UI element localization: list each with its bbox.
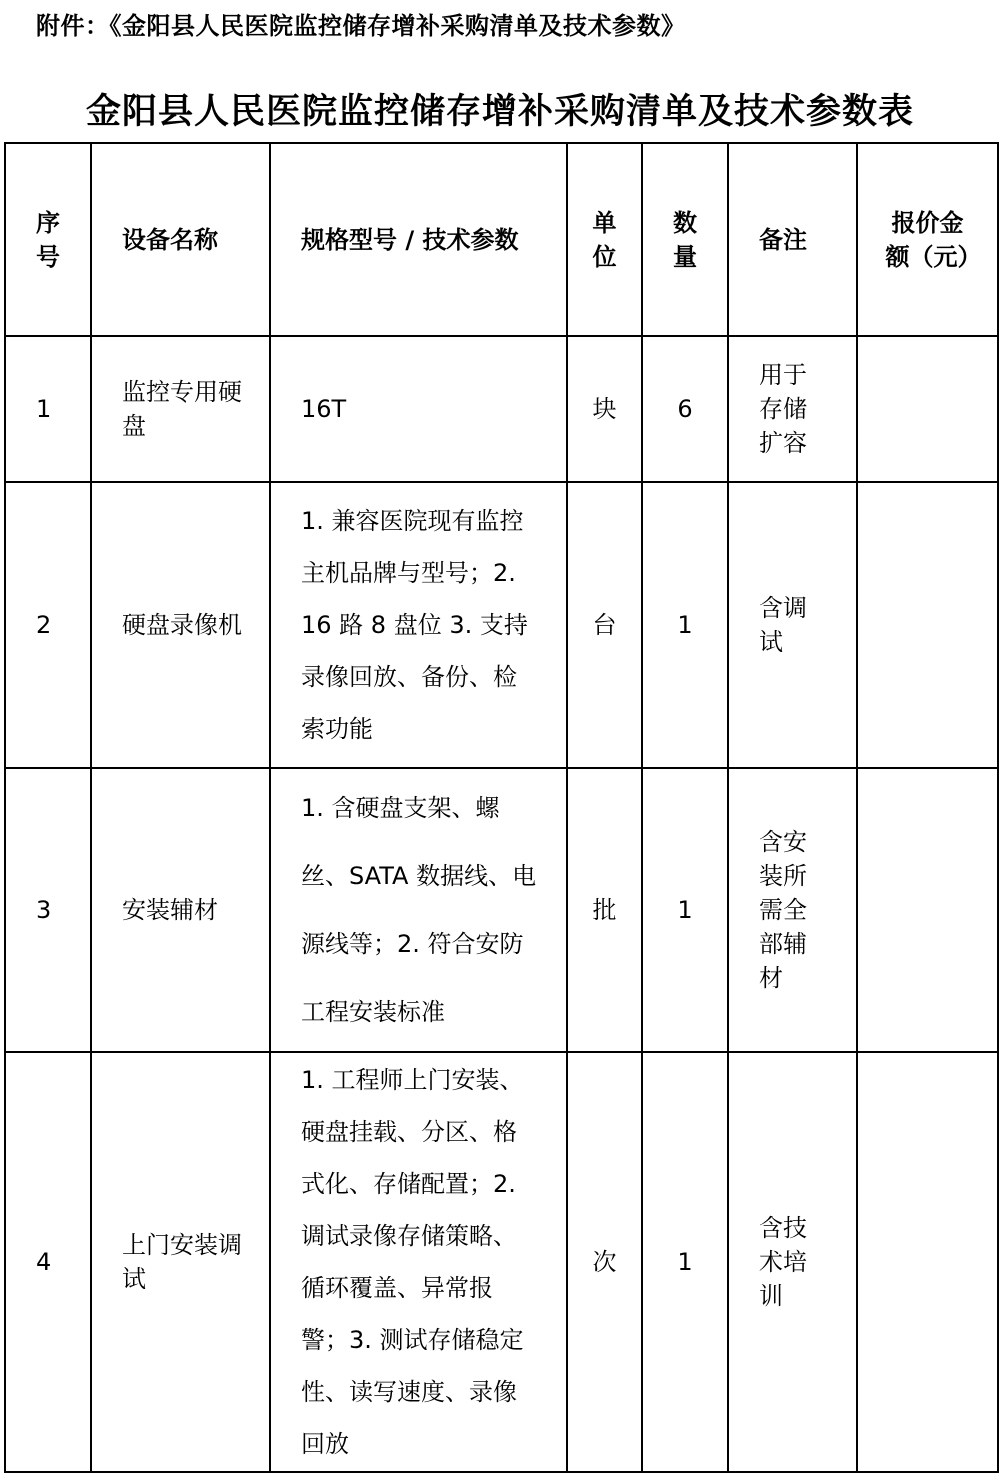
table-row	[5, 482, 998, 768]
row-4-remark: 含技术培训	[728, 1052, 857, 1472]
row-3-name: 安装辅材	[91, 768, 270, 1052]
table-row	[5, 1052, 998, 1472]
row-3-unit: 批	[567, 768, 642, 1052]
row-4-spec: 1. 工程师上门安装、硬盘挂载、分区、格式化、存储配置；2. 调试录像存储策略、循环覆盖、异常报警；3. 测试存储稳定性、读写速度、录像回放	[270, 1052, 567, 1472]
row-4-unit: 次	[567, 1052, 642, 1472]
header-seq: 序号	[5, 143, 91, 336]
header-qty: 数量	[642, 143, 728, 336]
row-1-qty: 6	[642, 336, 728, 482]
row-2-qty: 1	[642, 482, 728, 768]
header-price: 报价金额（元）	[857, 143, 998, 336]
row-4-name: 上门安装调试	[91, 1052, 270, 1472]
row-3-remark: 含安装所需全部辅材	[728, 768, 857, 1052]
row-1-name: 监控专用硬盘	[91, 336, 270, 482]
row-2-name: 硬盘录像机	[91, 482, 270, 768]
row-3-qty: 1	[642, 768, 728, 1052]
procurement-table	[4, 142, 999, 1473]
row-4-seq: 4	[5, 1052, 91, 1472]
row-1-unit: 块	[567, 336, 642, 482]
header-remark: 备注	[728, 143, 857, 336]
row-3-price	[857, 768, 998, 1052]
table-header-row	[5, 143, 998, 336]
row-1-spec: 16T	[270, 336, 567, 482]
attachment-line: 附件：《金阳县人民医院监控储存增补采购清单及技术参数》	[36, 12, 686, 40]
table-row	[5, 768, 998, 1052]
row-2-spec: 1. 兼容医院现有监控主机品牌与型号；2. 16 路 8 盘位 3. 支持录像回放、备份、检索功能	[270, 482, 567, 768]
row-4-price	[857, 1052, 998, 1472]
row-3-seq: 3	[5, 768, 91, 1052]
row-1-seq: 1	[5, 336, 91, 482]
header-spec: 规格型号 / 技术参数	[270, 143, 567, 336]
header-unit: 单位	[567, 143, 642, 336]
row-2-unit: 台	[567, 482, 642, 768]
row-2-remark: 含调试	[728, 482, 857, 768]
row-4-qty: 1	[642, 1052, 728, 1472]
row-3-spec: 1. 含硬盘支架、螺丝、SATA 数据线、电源线等；2. 符合安防工程安装标准	[270, 768, 567, 1052]
document-title: 金阳县人民医院监控储存增补采购清单及技术参数表	[85, 92, 914, 132]
row-1-price	[857, 336, 998, 482]
table-row	[5, 336, 998, 482]
header-name: 设备名称	[91, 143, 270, 336]
row-2-price	[857, 482, 998, 768]
row-2-seq: 2	[5, 482, 91, 768]
row-1-remark: 用于存储扩容	[728, 336, 857, 482]
